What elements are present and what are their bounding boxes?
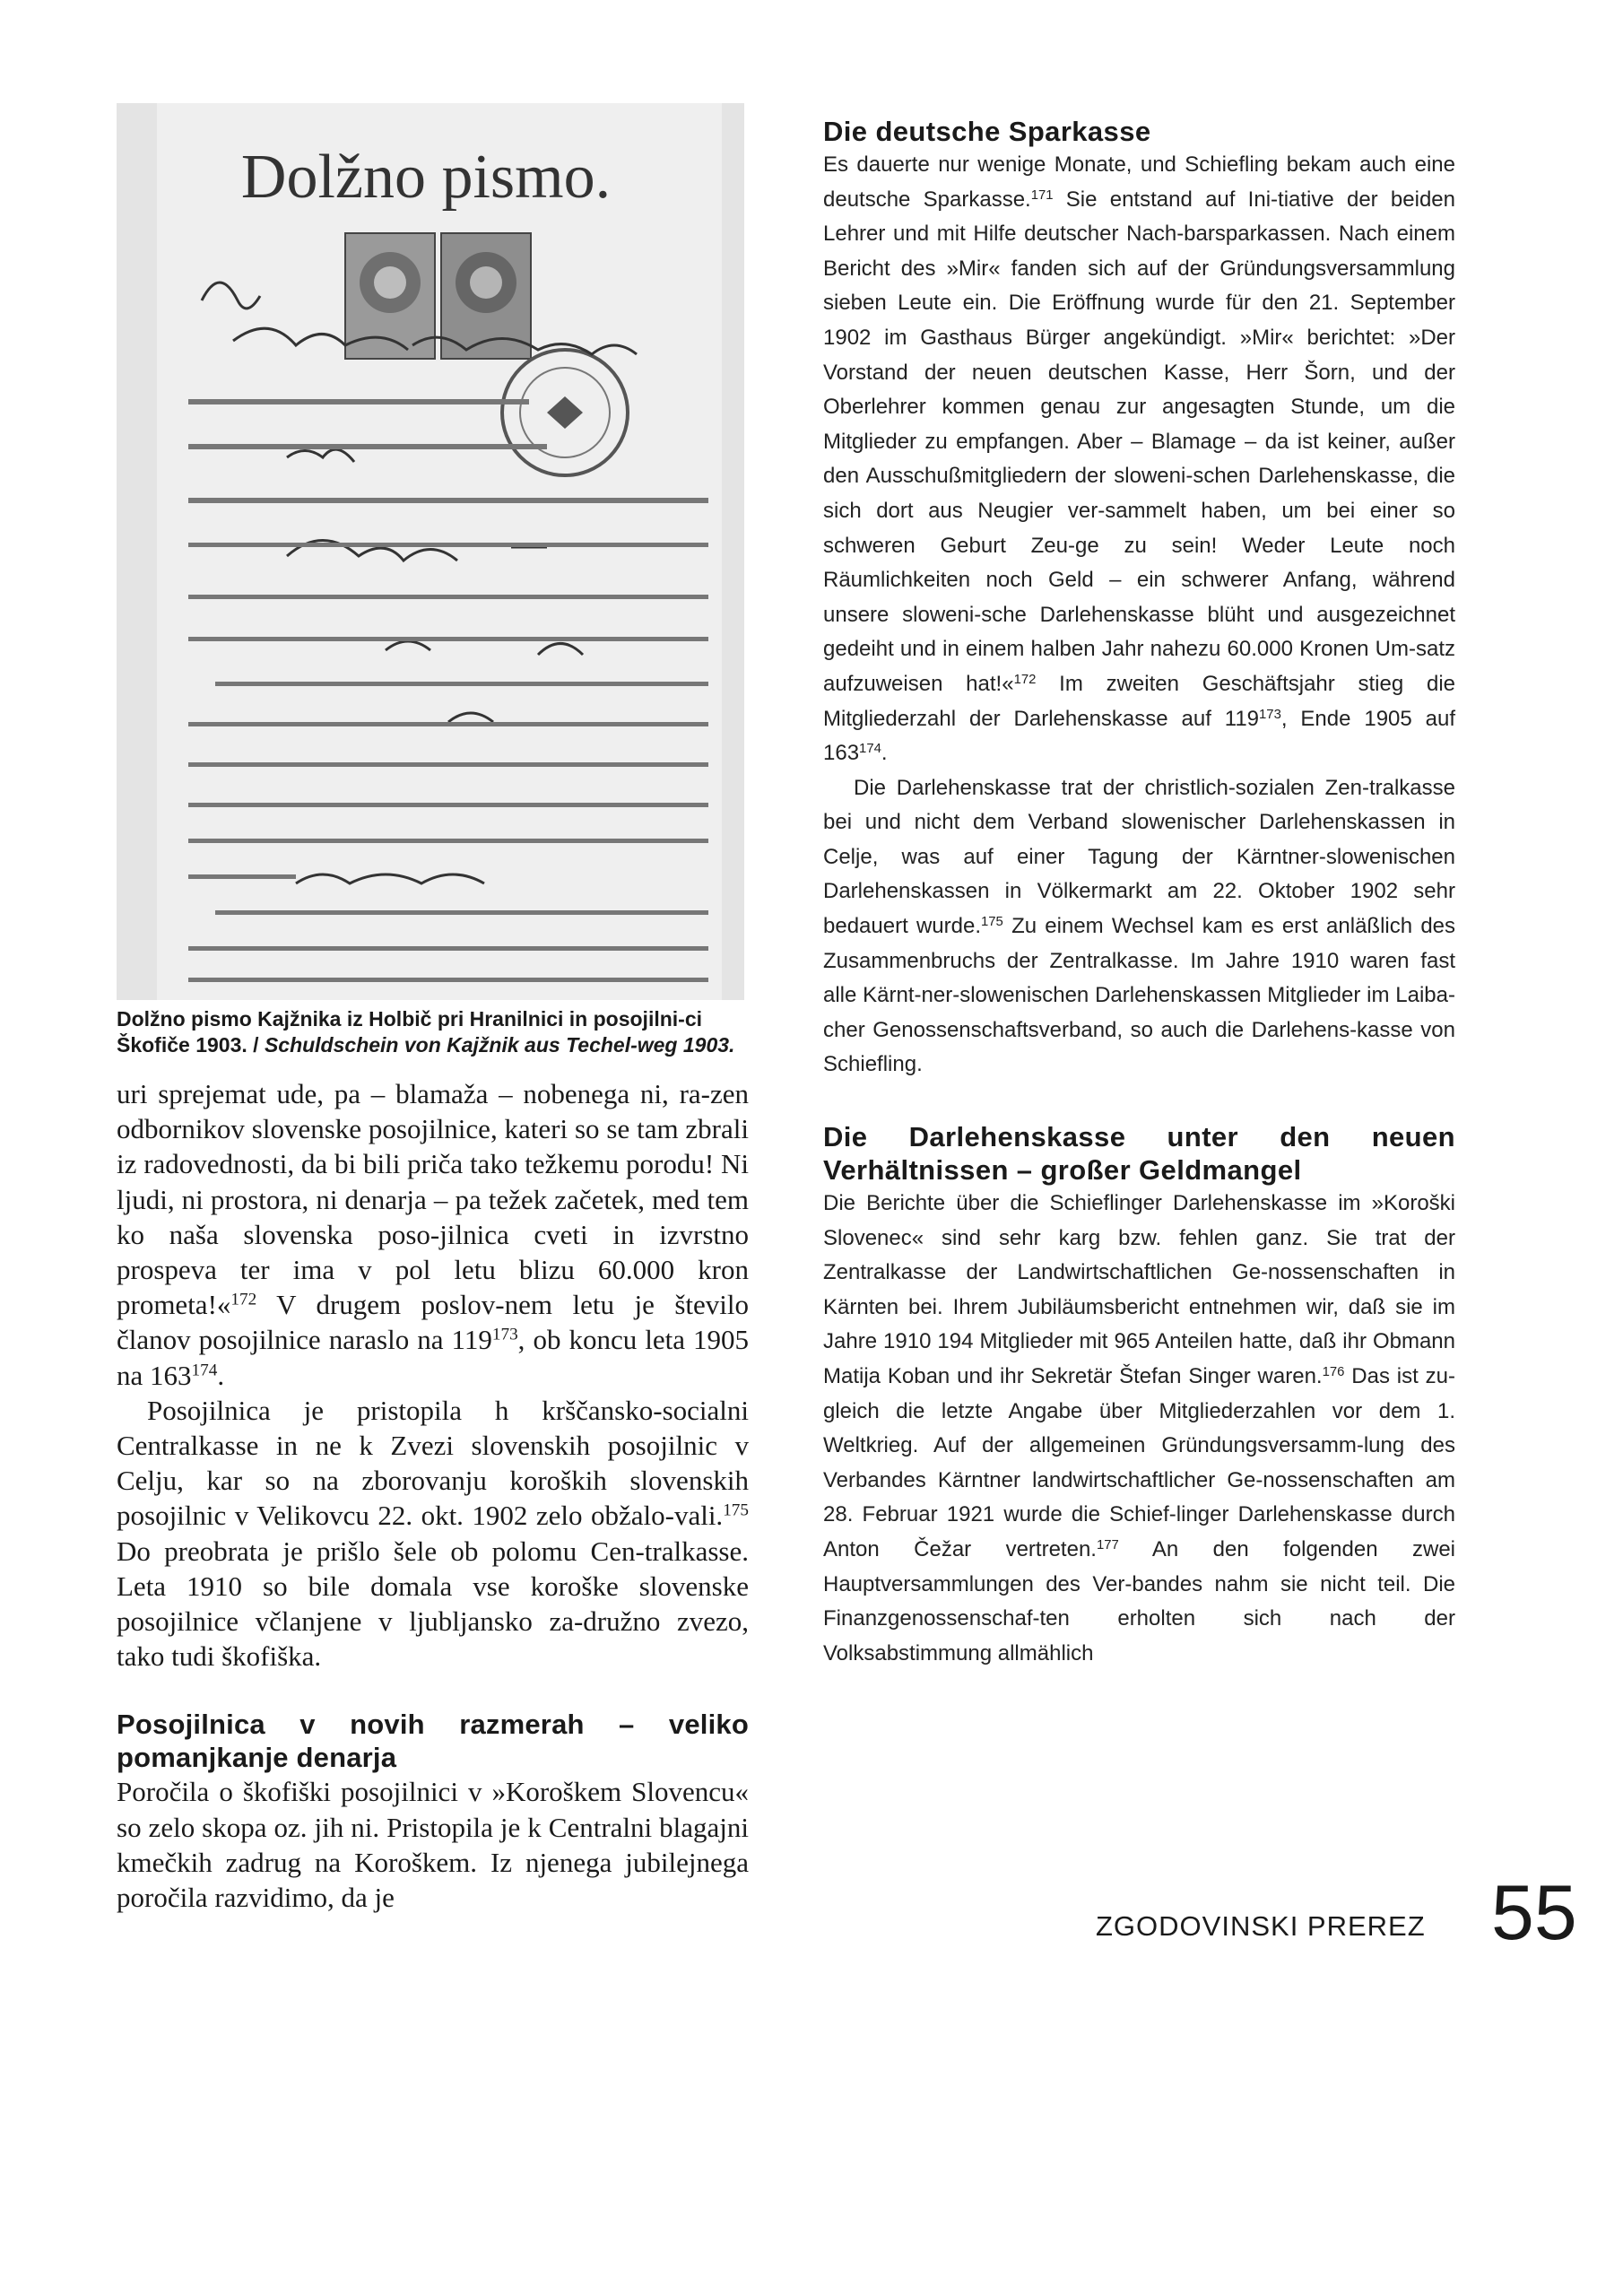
- left-paragraph-1: uri sprejemat ude, pa – blamaža – nobenega ni, ra-zen odbornikov slovenske posojilnice, kateri so se tam zbrali iz radovednosti, da bi bili priča tako težkemu porodu! Ni ljudi, ni prostora, ni denarja – pa težek začetek, med tem ko naša slovenska poso-jilnica cveti in izvrstno prospeva ter ima v pol letu blizu 60.000 kron prometa!«$^{172}$ V drugem poslov-nem letu je število članov posojilnice naraslo na $119^{173}$, ob koncu leta 1905 na $163^{174}$.: [117, 1078, 749, 1391]
- page-number: 55: [1491, 1870, 1577, 1956]
- figure-caption: Dolžno pismo Kajžnika iz Holbič pri Hranilnici in posojilni-ci Škofiče 1903. / Schuldschein von Kajžnik aus Techel-weg 1903.: [117, 1007, 735, 1057]
- promissory-note-illustration: [117, 103, 744, 1000]
- right-paragraph-3: Die Berichte über die Schieflinger Darlehenskasse im »Koroški Slovenec« sind sehr karg bzw. fehlen ganz. Sie trat der Zentralkasse der Landwirtschaftlichen Ge-nossenschaften in Kärnten bei. Ihrem Jubiläumsbericht entnehmen wir, daß sie im Jahre 1910 194 Mitglieder mit 965 Anteilen hatte, daß ihr Obmann Matija Koban und ihr Sekretär Štefan Singer waren.$^{176}$ Das ist zu-gleich die letzte Angabe über Mitgliederzahlen vor dem 1. Weltkrieg. Auf der allgemeinen Gründungsversamm-lung des Verbandes Kärntner landwirtschaftlicher Ge-nossenschaften am 28. Februar 1921 wurde die Schief-linger Darlehenskasse durch Anton Čežar vertreten.$^{177}$ An den folgenden zwei Hauptversammlungen des Ver-bandes nahm sie nicht teil. Die Finanzgenossenschaf-ten erholten sich nach der Volksabstimmung allmählich: [823, 1191, 1455, 1665]
- right-section-heading-1: Die deutsche Sparkasse: [823, 116, 1151, 147]
- left-column-slovene: [117, 1076, 749, 1915]
- caption-slovene: Dolžno pismo Kajžnika iz Holbič pri Hranilnici in posojilni-ci Škofiče 1903.: [117, 1007, 703, 1057]
- right-column-german: [823, 115, 1455, 1671]
- section-label: ZGODOVINSKI PREREZ: [1096, 1910, 1426, 1942]
- historic-document-photo: [117, 103, 744, 1000]
- left-paragraph-3: Poročila o škofiški posojilnici v »Koroškem Slovencu« so zelo skopa oz. jih ni. Pristopila je k Centralni blagajni kmečkih zadrug na Koroškem. Iz njenega jubilejnega poročila razvidimo, da je: [117, 1776, 749, 1914]
- right-section-heading-2: Die Darlehenskasse unter den neuen Verhältnissen – großer Geldmangel: [823, 1121, 1455, 1187]
- left-paragraph-2: Posojilnica je pristopila h krščansko-socialni Centralkasse in ne k Zvezi slovenskih posojilnic v Celju, kar so na zborovanju koroških slovenskih posojilnic v Velikovcu 22. okt. 1902 zelo obžalo-vali.$^{175}$ Do preobrata je prišlo šele ob polomu Cen-tralkasse. Leta 1910 so bile domala vse koroške slovenske posojilnice včlanjene v ljubljansko za-družno zvezo, tako tudi škofiška.: [117, 1394, 749, 1673]
- left-section-heading: Posojilnica v novih razmerah – veliko pomanjkanje denarja: [117, 1709, 749, 1774]
- round-seal-stamp: [502, 350, 628, 475]
- document-title: Dolžno pismo.: [240, 143, 612, 212]
- right-paragraph-1: Es dauerte nur wenige Monate, und Schiefling bekam auch eine deutsche Sparkasse.$^{171}$ Sie entstand auf Ini-tiative der beiden Lehrer und mit Hilfe deutscher Nach-barsparkassen. Nach einem Bericht des »Mir« fanden sich auf der Gründungsversammlung sieben Leute ein. Die Eröffnung wurde für den 21. September 1902 im Gasthaus Bürger angekündigt. »Mir« berichtet: »Der Vorstand der neuen deutschen Kasse, Herr Šorn, und der Oberlehrer kommen genau zur angesagten Stunde, um die Mitglieder zu empfangen. Aber – Blamage – da ist keiner, außer den Ausschußmitgliedern der sloweni-schen Darlehenskasse, die sich dort aus Neugier ver-sammelt haben, um bei einer so schweren Geburt Zeu-ge zu sein! Weder Leute noch Räumlichkeiten noch Geld – ein schwerer Anfang, während unsere sloweni-sche Darlehenskasse blüht und ausgezeichnet gedeiht und in einem halben Jahr nahezu 60.000 Kronen Um-satz aufzuweisen hat!«$^{172}$ Im zweiten Geschäftsjahr stieg die Mitgliederzahl der Darlehenskasse auf $119^{173}$, Ende 1905 auf $163^{174}$.: [823, 152, 1455, 766]
- right-paragraph-2: Die Darlehenskasse trat der christlich-sozialen Zen-tralkasse bei und nicht dem Verband slowenischer Darlehenskassen in Celje, was auf einer Tagung der Kärntner-slowenischen Darlehenskassen in Völkermarkt am 22. Oktober 1902 sehr bedauert wurde.$^{175}$ Zu einem Wechsel kam es erst anläßlich des Zusammenbruchs der Zentralkasse. Im Jahre 1910 waren fast alle Kärnt-ner-slowenischen Darlehenskassen Mitglieder im Laiba-cher Genossenschaftsverband, so auch die Darlehens-kasse von Schiefling.: [823, 775, 1456, 1077]
- caption-german: Schuldschein von Kajžnik aus Techel-weg 1903.: [264, 1033, 735, 1057]
